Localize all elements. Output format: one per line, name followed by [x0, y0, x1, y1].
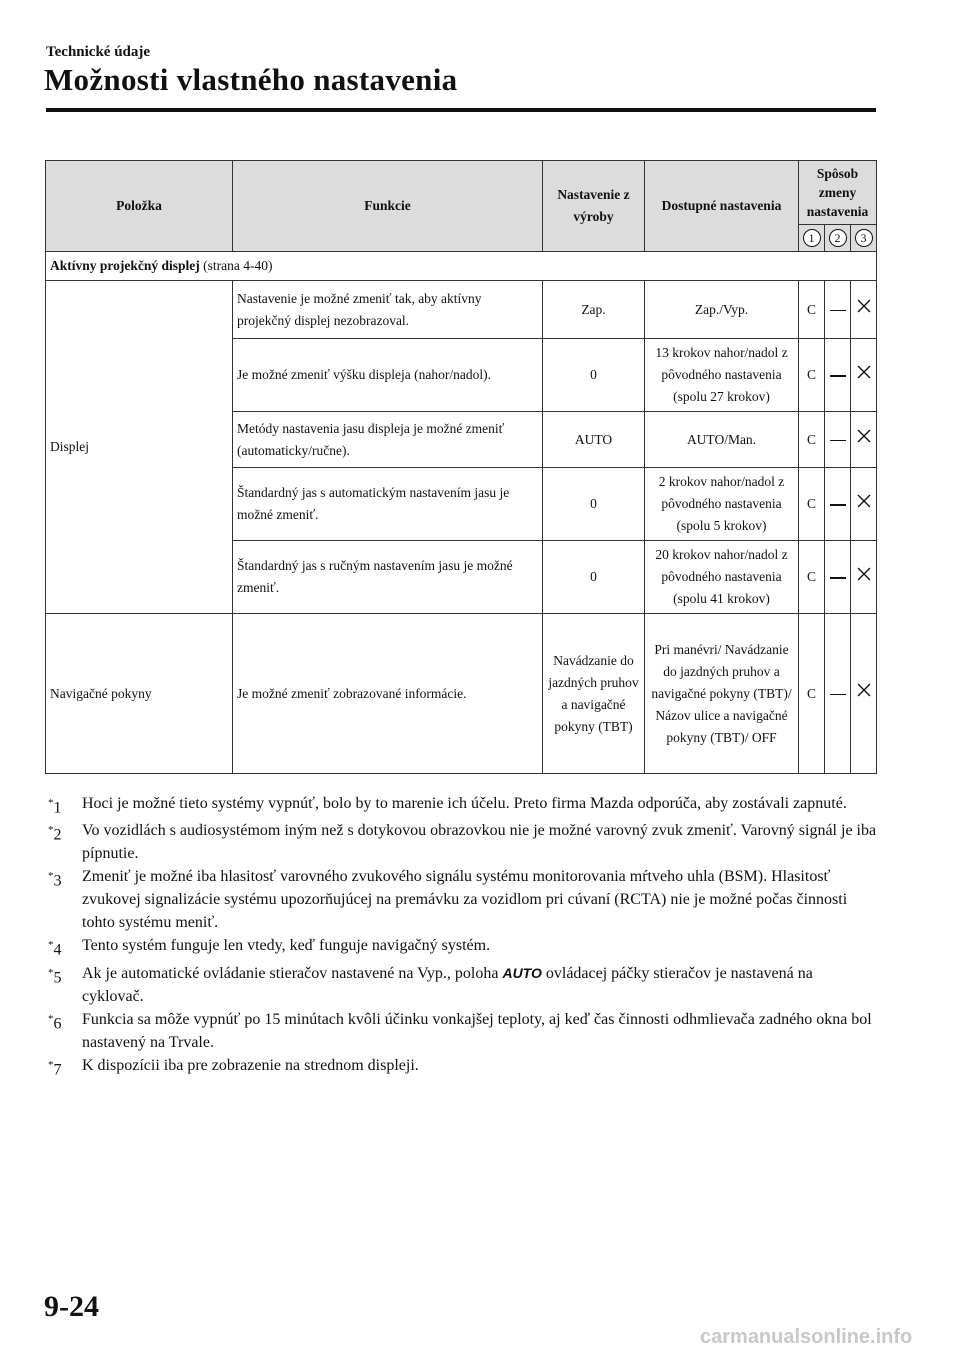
method-1-icon: 1 [803, 229, 821, 247]
footnote [48, 962, 878, 1008]
dash-icon [830, 440, 846, 442]
footnote-marker: * [48, 824, 54, 837]
default-cell: 0 [543, 468, 645, 541]
auto-position-icon: AUTO [502, 964, 542, 981]
method-1-cell: C [799, 468, 825, 541]
method-1-cell: C [799, 339, 825, 412]
item-cell: Navigačné pokyny [46, 614, 233, 774]
available-cell: Pri manévri/ Navádzanie do jazdných pruhov a navigačné pokyny (TBT)/ Názov ulice a navigačné pokyny (TBT)/ OFF [645, 614, 799, 774]
footnote-text: Tento systém funguje len vtedy, keď funguje navigačný systém. [82, 937, 491, 955]
footnote [48, 865, 878, 934]
section-title: Aktívny projekčný displej [50, 258, 200, 273]
footnote-marker: * [48, 1012, 54, 1025]
default-cell: Zap. [543, 281, 645, 339]
default-cell: AUTO [543, 412, 645, 468]
default-cell: 0 [543, 339, 645, 412]
footnote-marker: * [48, 1058, 54, 1071]
cross-icon [856, 364, 872, 380]
dash-icon [830, 577, 846, 579]
cross-icon [856, 428, 872, 444]
method-1-cell: C [799, 412, 825, 468]
function-cell: Nastavenie je možné zmeniť tak, aby aktívny projekčný displej nezobrazoval. [233, 281, 543, 339]
function-cell: Je možné zmeniť zobrazované informácie. [233, 614, 543, 774]
cross-icon [856, 298, 872, 314]
footnote-marker: * [48, 966, 54, 979]
header-available: Dostupné nastavenia [645, 161, 799, 252]
available-cell: Zap./Vyp. [645, 281, 799, 339]
section-row [46, 252, 877, 281]
page-title: Možnosti vlastného nastavenia [44, 62, 458, 97]
footnote-number: 4 [53, 941, 62, 959]
table-row [46, 614, 877, 774]
available-cell: 20 krokov nahor/nadol z pôvodného nastavenia (spolu 41 krokov) [645, 541, 799, 614]
footnote [48, 1008, 878, 1054]
footnote [48, 792, 878, 819]
method-1-cell: C [799, 614, 825, 774]
method-1-cell: C [799, 541, 825, 614]
function-cell: Je možné zmeniť výšku displeja (nahor/nadol). [233, 339, 543, 412]
section-label: Technické údaje [46, 44, 151, 60]
item-cell: Displej [46, 281, 233, 614]
default-cell: 0 [543, 541, 645, 614]
available-cell: AUTO/Man. [645, 412, 799, 468]
footnote-number: 7 [53, 1060, 62, 1078]
footnote-number: 1 [53, 799, 62, 817]
header-function: Funkcie [233, 161, 543, 252]
footnote-marker: * [48, 870, 54, 883]
customization-table [45, 160, 877, 774]
function-cell: Metódy nastavenia jasu displeja je možné zmeniť (automaticky/ručne). [233, 412, 543, 468]
footnote-number: 2 [53, 826, 62, 844]
footnote-number: 5 [53, 968, 62, 986]
header-item: Položka [46, 161, 233, 252]
title-rule [46, 108, 876, 112]
footnote-text: Zmeniť je možné iba hlasitosť varovného zvukového signálu systému monitorovania mŕtveho uhla (BSM). Hlasitosť zvukovej signalizácie systému upozorňujúcej na premávku za vozidlom pri cúvaní (RCTA) nie je možné počas činnosti tohto systému meniť. [82, 868, 848, 932]
footnote-text: Funkcia sa môže vypnúť po 15 minútach kvôli účinku vonkajšej teploty, aj keď čas činnosti odhmlievača zadného okna bol nastavený na Trvale. [82, 1010, 872, 1051]
footnote-text: ovládacej páčky stieračov je nastavená na cyklovač. [82, 964, 813, 1005]
dash-icon [830, 310, 846, 312]
footnote-text: Ak je automatické ovládanie stieračov nastavené na Vyp., poloha [82, 964, 499, 982]
header-method: Spôsob zmeny nastavenia [799, 161, 877, 225]
available-cell: 2 krokov nahor/nadol z pôvodného nastavenia (spolu 5 krokov) [645, 468, 799, 541]
method-1-cell: C [799, 281, 825, 339]
dash-icon [830, 504, 846, 506]
default-cell: Navádzanie do jazdných pruhov a navigačné pokyny (TBT) [543, 614, 645, 774]
watermark: carmanualsonline.info [700, 1326, 913, 1348]
cross-icon [856, 493, 872, 509]
footnote-number: 3 [53, 872, 62, 890]
footnote [48, 1054, 878, 1081]
footnote-marker: * [48, 797, 54, 809]
footnotes [48, 792, 878, 1081]
cross-icon [856, 566, 872, 582]
footnote-text: Hoci je možné tieto systémy vypnúť, bolo by to marenie ich účelu. Preto firma Mazda odporúča, aby zostávali zapnuté. [82, 795, 847, 812]
method-3-icon: 3 [855, 229, 873, 247]
footnote-marker: * [48, 939, 54, 952]
footnote [48, 934, 878, 961]
function-cell: Štandardný jas s ručným nastavením jasu je možné zmeniť. [233, 541, 543, 614]
cross-icon [856, 682, 872, 698]
footnote-text: Vo vozidlách s audiosystémom iným než s dotykovou obrazovkou nie je možné varovný zvuk zmeniť. Varovný signál je iba pípnutie. [82, 822, 877, 863]
dash-icon [830, 375, 846, 377]
page-number: 9-24 [44, 1290, 99, 1323]
footnote [48, 819, 878, 865]
method-2-icon: 2 [829, 229, 847, 247]
footnote-number: 6 [53, 1014, 62, 1032]
available-cell: 13 krokov nahor/nadol z pôvodného nastavenia (spolu 27 krokov) [645, 339, 799, 412]
section-ref: (strana 4-40) [203, 258, 273, 273]
footnote-text: K dispozícii iba pre zobrazenie na strednom displeji. [82, 1056, 419, 1074]
header-default: Nastavenie z výroby [543, 161, 645, 252]
function-cell: Štandardný jas s automatickým nastavením jasu je možné zmeniť. [233, 468, 543, 541]
dash-icon [830, 694, 846, 696]
table-row [46, 281, 877, 339]
